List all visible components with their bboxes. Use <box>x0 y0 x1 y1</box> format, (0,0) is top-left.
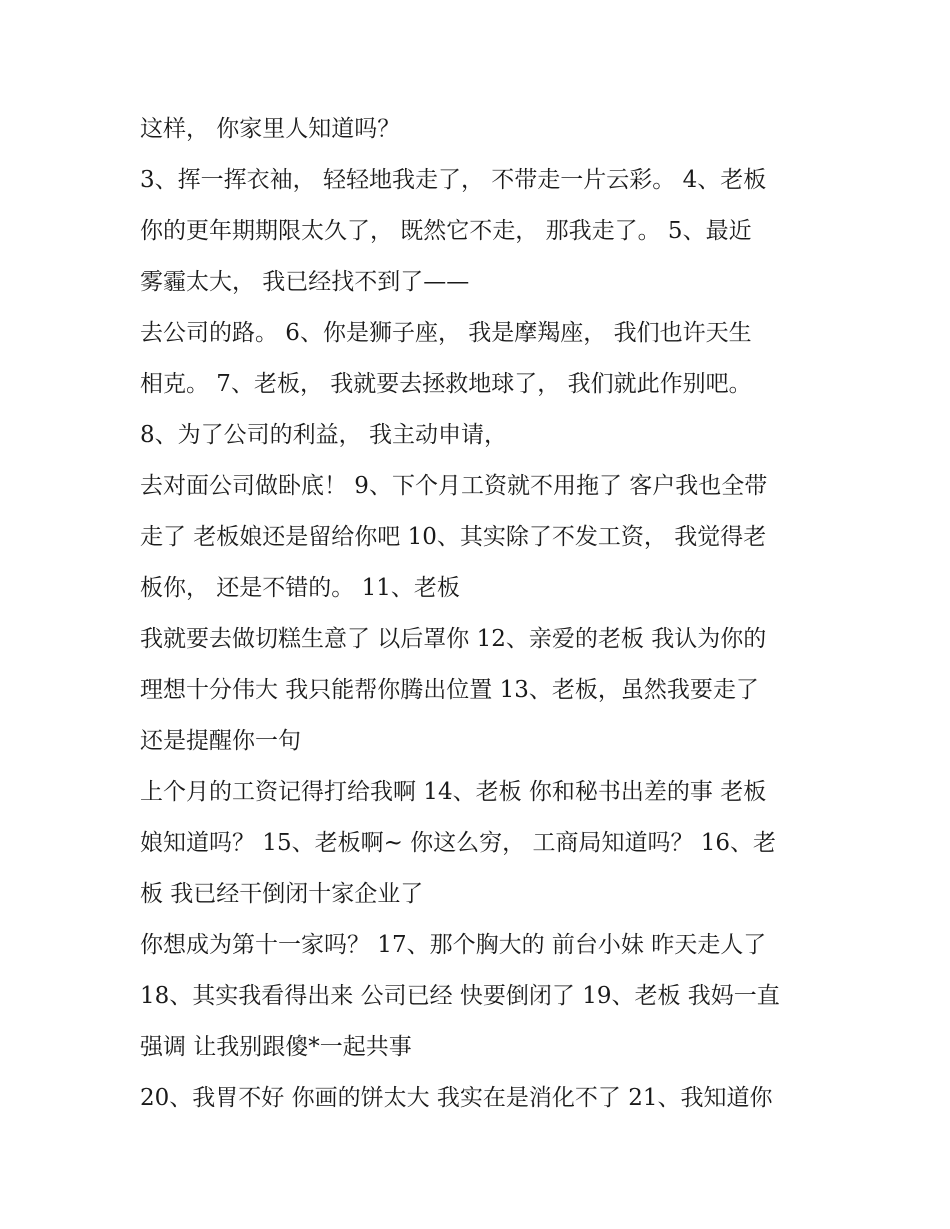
text-line: 我就要去做切糕生意了 以后罩你 12、亲爱的老板 我认为你的 <box>140 626 767 652</box>
text-line: 理想十分伟大 我只能帮你腾出位置 13、老板，虽然我要走了 <box>140 677 759 703</box>
text-line: 20、我胃不好 你画的饼太大 我实在是消化不了 21、我知道你 <box>140 1085 773 1111</box>
body-text <box>140 104 830 1124</box>
text-line: 3、挥一挥衣袖， 轻轻地我走了， 不带走一片云彩。 4、老板 <box>140 167 767 193</box>
text-line: 板 我已经干倒闭十家企业了 <box>140 881 424 907</box>
text-line: 去对面公司做卧底！ 9、下个月工资就不用拖了 客户我也全带 <box>140 473 768 499</box>
text-line: 走了 老板娘还是留给你吧 10、其实除了不发工资， 我觉得老 <box>140 524 767 550</box>
text-line: 去公司的路。 6、你是狮子座， 我是摩羯座， 我们也许天生 <box>140 320 752 346</box>
text-line: 娘知道吗？ 15、老板啊~ 你这么穷， 工商局知道吗？ 16、老 <box>140 830 777 856</box>
text-line: 你的更年期期限太久了， 既然它不走， 那我走了。 5、最近 <box>140 218 752 244</box>
text-line: 板你， 还是不错的。 11、老板 <box>140 575 460 601</box>
text-line: 强调 让我别跟傻*一起共事 <box>140 1034 412 1060</box>
text-line: 上个月的工资记得打给我啊 14、老板 你和秘书出差的事 老板 <box>140 779 767 805</box>
text-line: 还是提醒你一句 <box>140 728 301 754</box>
text-line: 8、为了公司的利益， 我主动申请， <box>140 422 507 448</box>
text-line: 这样， 你家里人知道吗？ <box>140 116 401 142</box>
text-line: 18、其实我看得出来 公司已经 快要倒闭了 19、老板 我妈一直 <box>140 983 780 1009</box>
text-line: 你想成为第十一家吗？ 17、那个胸大的 前台小妹 昨天走人了 <box>140 932 767 958</box>
text-line: 雾霾太大， 我已经找不到了—— <box>140 269 470 295</box>
text-line: 相克。 7、老板， 我就要去拯救地球了， 我们就此作别吧。 <box>140 371 752 397</box>
